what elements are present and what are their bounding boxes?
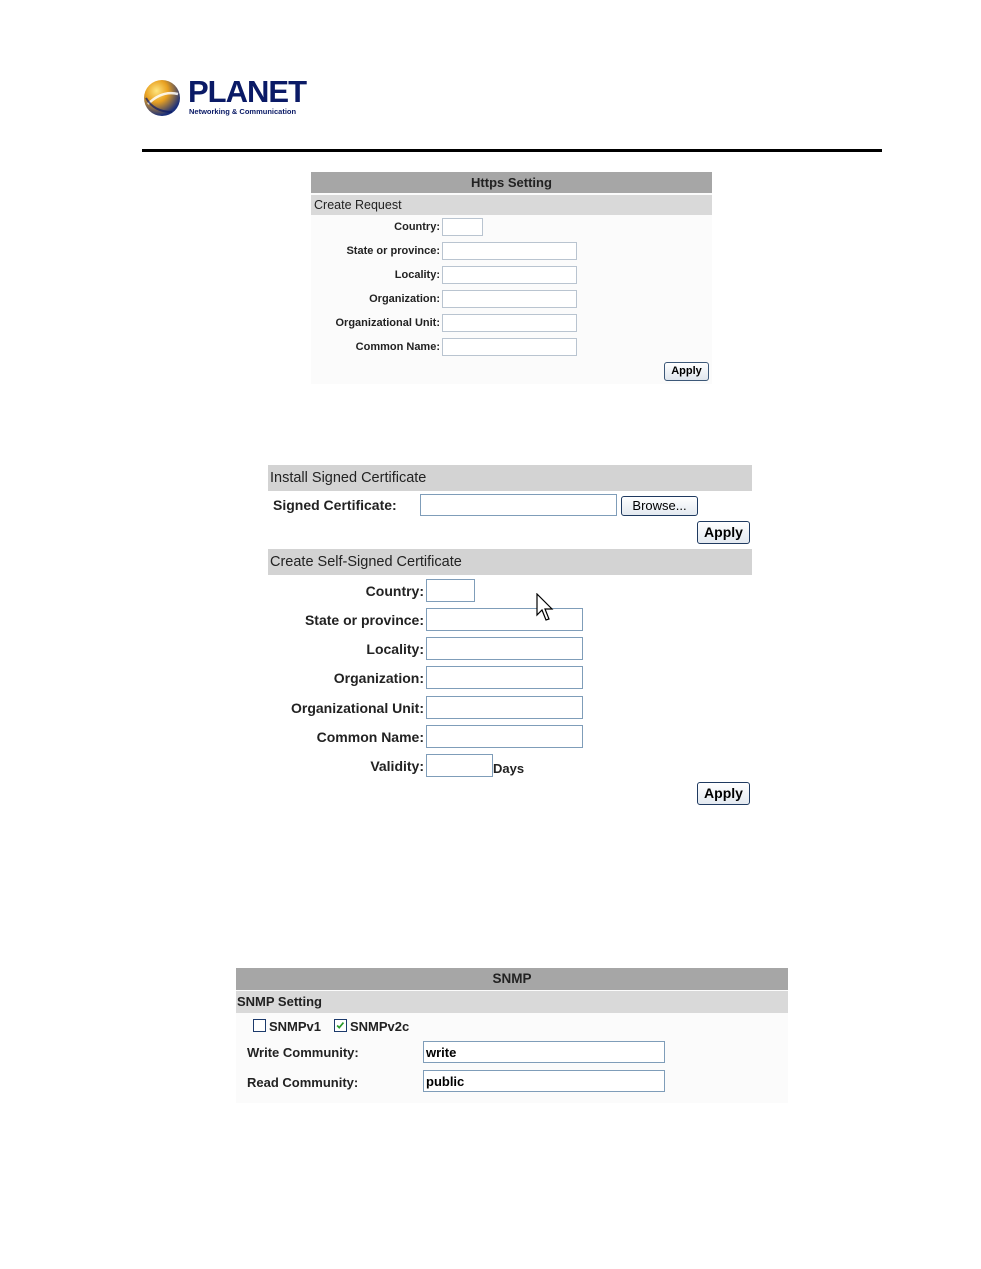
planet-logo (142, 74, 312, 120)
self-state-input[interactable] (426, 608, 583, 631)
read-community-label: Read Community: (247, 1075, 359, 1090)
header-divider (142, 149, 882, 152)
snmp-title: SNMP (236, 968, 788, 990)
self-common-name-input[interactable] (426, 725, 583, 748)
mouse-pointer-icon (536, 593, 556, 623)
request-state-input[interactable] (442, 242, 577, 260)
request-organization-label: Organization: (369, 293, 440, 305)
request-common-name-input[interactable] (442, 338, 577, 356)
request-organization-input[interactable] (442, 290, 577, 308)
https-setting-title: Https Setting (311, 172, 712, 193)
checkmark-icon (335, 1020, 346, 1031)
create-request-heading: Create Request (311, 195, 712, 215)
request-country-input[interactable] (442, 218, 483, 236)
snmpv2c-checkbox[interactable] (334, 1019, 347, 1032)
write-community-input[interactable]: write (423, 1041, 665, 1063)
install-apply-button[interactable]: Apply (697, 521, 750, 544)
signed-certificate-input[interactable] (420, 494, 617, 516)
days-label: Days (493, 761, 525, 776)
snmpv1-checkbox[interactable] (253, 1019, 266, 1032)
self-organization-label: Organization: (333, 670, 424, 686)
snmpv1-label: SNMPv1 (269, 1019, 322, 1034)
validity-input[interactable] (426, 754, 493, 777)
self-state-label: State or province: (304, 612, 424, 628)
request-org-unit-input[interactable] (442, 314, 577, 332)
snmp-panel (236, 968, 788, 1103)
snmp-setting-heading: SNMP Setting (236, 991, 788, 1013)
browse-button[interactable]: Browse... (621, 496, 698, 516)
write-community-label: Write Community: (247, 1045, 359, 1060)
signed-certificate-label: Signed Certificate: (273, 497, 397, 513)
globe-logo-icon (142, 78, 182, 118)
request-locality-label: Locality: (394, 269, 440, 281)
brand-tagline: Networking & Communication (189, 107, 297, 116)
https-setting-panel (311, 172, 712, 384)
self-organization-input[interactable] (426, 666, 583, 689)
request-country-label: Country: (394, 221, 440, 233)
self-country-input[interactable] (426, 579, 475, 602)
request-apply-button[interactable]: Apply (664, 362, 709, 381)
self-country-label: Country: (365, 583, 424, 599)
request-org-unit-label: Organizational Unit: (335, 317, 440, 329)
install-certificate-heading: Install Signed Certificate (268, 465, 752, 491)
self-org-unit-label: Organizational Unit: (291, 700, 424, 716)
self-locality-input[interactable] (426, 637, 583, 660)
snmpv2c-label: SNMPv2c (350, 1019, 410, 1034)
request-locality-input[interactable] (442, 266, 577, 284)
self-common-name-label: Common Name: (316, 729, 424, 745)
self-signed-apply-button[interactable]: Apply (697, 782, 750, 805)
self-org-unit-input[interactable] (426, 696, 583, 719)
read-community-input[interactable]: public (423, 1070, 665, 1092)
self-signed-heading: Create Self-Signed Certificate (268, 549, 752, 575)
brand-name: PLANET (188, 74, 306, 109)
request-common-name-label: Common Name: (355, 341, 440, 353)
self-locality-label: Locality: (366, 641, 424, 657)
validity-label: Validity: (370, 758, 424, 774)
request-state-label: State or province: (346, 245, 440, 257)
